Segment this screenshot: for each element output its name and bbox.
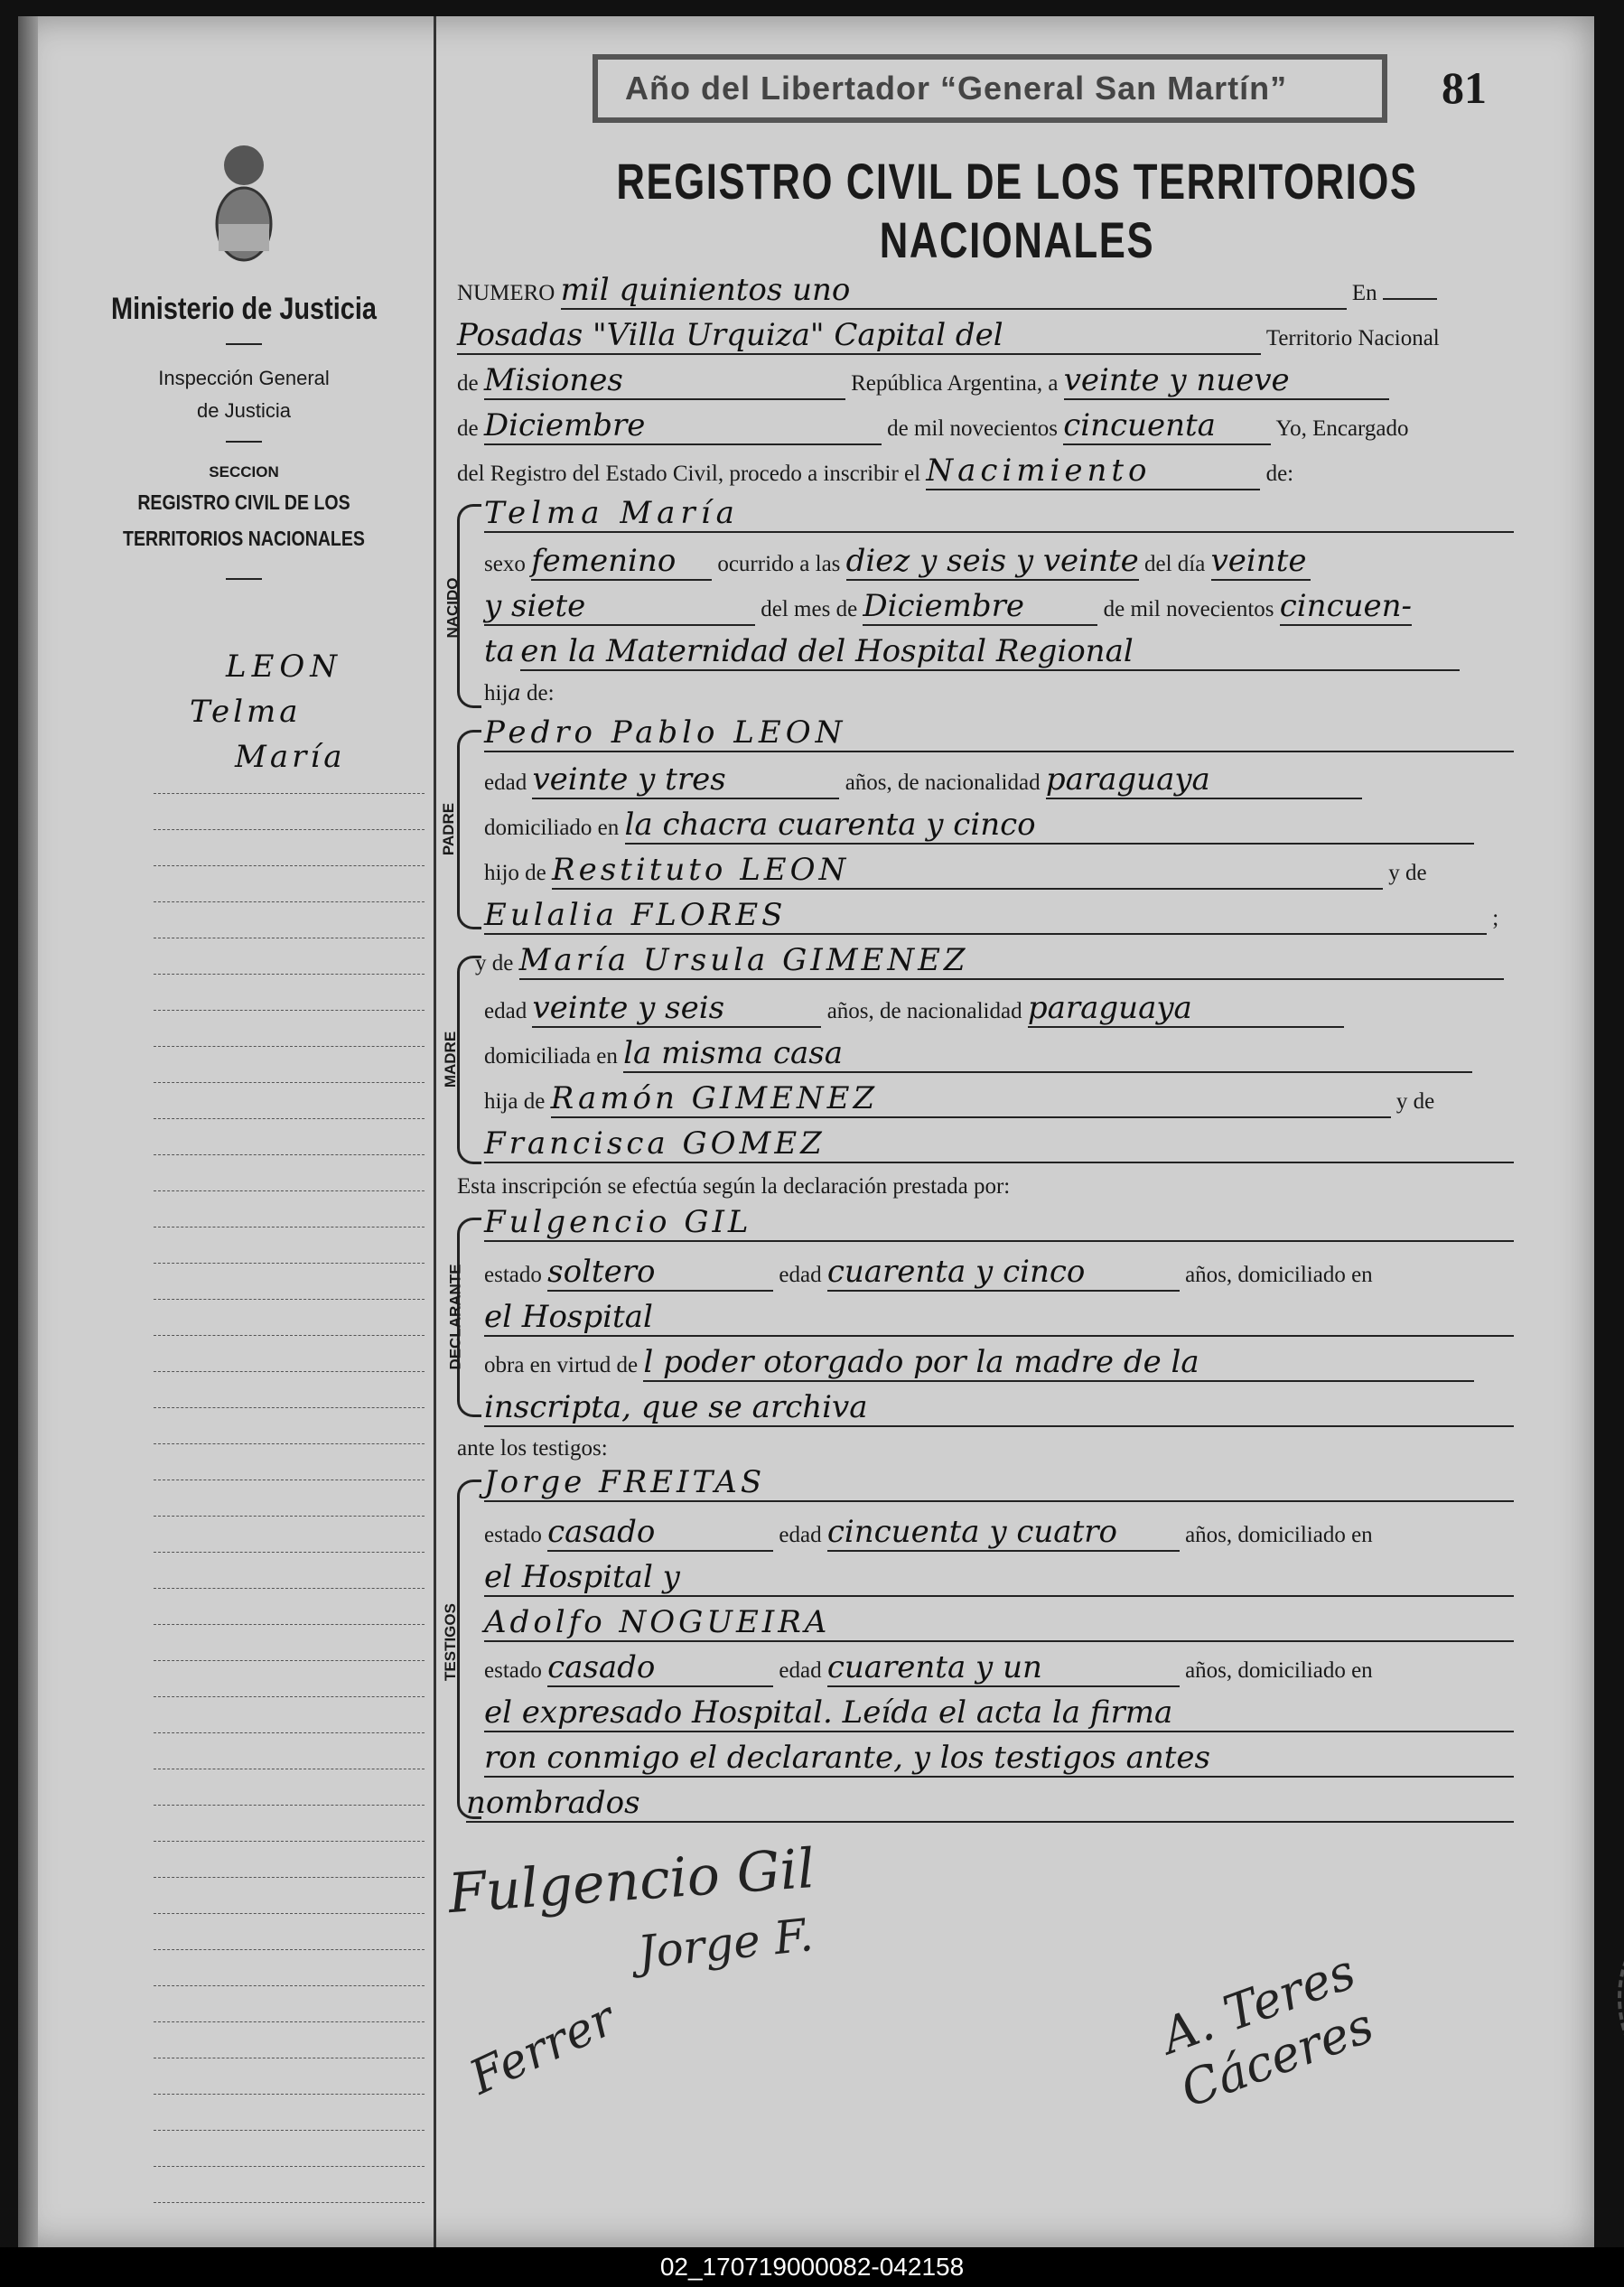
estado-label: estado — [484, 1523, 542, 1547]
margin-ruled-line — [154, 1010, 425, 1011]
mother-row — [475, 942, 1550, 980]
margin-ruled-line — [154, 1407, 425, 1408]
en-label: En — [1351, 281, 1377, 305]
margin-ruled-line — [154, 1371, 425, 1372]
page-title: REGISTRO CIVIL DE LOS TERRITORIOS NACIONALES — [616, 153, 1418, 268]
mother-mother-row — [484, 1125, 1559, 1163]
obra-value-a: l poder otorgado por la madre de la — [643, 1344, 1474, 1382]
margin-ruled-line — [154, 1805, 425, 1806]
margin-ruled-line — [154, 829, 425, 830]
blank — [1383, 298, 1437, 300]
anos-nac-label: años, de nacionalidad — [845, 770, 1041, 795]
witness1-row — [484, 1464, 1559, 1502]
place-row — [457, 317, 1532, 355]
margin-ruled-line — [154, 1046, 425, 1047]
hijo-de-label: hijo de — [484, 861, 546, 885]
testigos-intro: ante los testigos: — [457, 1436, 608, 1461]
margin-ruled-line — [154, 2166, 425, 2167]
declarant-name: Fulgencio GIL — [484, 1204, 1514, 1242]
main-form — [439, 16, 1559, 2247]
anos-dom-label: años, domiciliado en — [1185, 1658, 1373, 1683]
madre-label: MADRE — [442, 1031, 460, 1088]
hij-suffix: a — [508, 680, 521, 705]
hospital-row — [484, 633, 1559, 671]
mother-dom-row — [484, 1035, 1559, 1073]
act-value: Nacimiento — [926, 453, 1260, 490]
estado-label: estado — [484, 1658, 542, 1683]
divider — [226, 578, 262, 580]
territory-row — [457, 362, 1532, 400]
birth-date-row — [484, 588, 1559, 626]
folio-number: 81 — [1442, 62, 1487, 113]
father-nat: paraguaya — [1046, 761, 1362, 799]
margin-surname: LEON — [226, 649, 343, 685]
birth-year-a: cincuen- — [1279, 588, 1413, 624]
inscripcion-label: Esta inscripción se efectúa según la declaración prestada por: — [457, 1174, 1011, 1199]
closing-a: el expresado Hospital. Leída el acta la firma — [484, 1694, 1514, 1732]
declarant-age: cuarenta y cinco — [827, 1254, 1180, 1292]
declarant-state-row: estado soltero edad cuarenta y cinco años, domiciliado en — [484, 1254, 1373, 1290]
margin-ruled-line — [154, 793, 425, 794]
father-father: Restituto LEON — [552, 852, 1383, 890]
closing-c: nombrados — [466, 1785, 1514, 1823]
margin-ruled-line — [154, 1696, 425, 1697]
year-label: de mil novecientos — [887, 416, 1058, 441]
mother-parents-row — [484, 1080, 1559, 1118]
anos-nac-label: años, de nacionalidad — [826, 999, 1022, 1023]
numero-row — [457, 272, 1532, 310]
registry-line-2: TERRITORIOS NACIONALES — [123, 527, 365, 550]
hour-value: diez y seis y veinte — [845, 543, 1139, 579]
de-label: de: — [526, 681, 555, 705]
ocurrido-label: ocurrido a las — [717, 552, 841, 576]
edad-label: edad — [484, 770, 527, 795]
witness1-age: cincuenta y cuatro — [827, 1514, 1180, 1552]
padre-label: PADRE — [440, 802, 458, 856]
del-mes-label: del mes de — [761, 597, 858, 621]
y-de-label: y de — [1388, 861, 1427, 885]
declarant-signature: Fulgencio Gil — [446, 1836, 817, 1927]
margin-ruled-line — [154, 1263, 425, 1264]
mother-mother: Francisca GOMEZ — [484, 1125, 1514, 1163]
registro-label: del Registro del Estado Civil, procedo a inscribir el — [457, 462, 921, 486]
month-value: Diciembre — [484, 407, 882, 445]
sexo-label: sexo — [484, 552, 526, 576]
birth-year-b: ta — [484, 633, 515, 669]
sexo-value: femenino — [531, 543, 712, 581]
y-de-label: y de — [475, 951, 514, 975]
registrar-signature: A. Teres Cáceres — [1153, 1942, 1381, 2119]
witness2-state-row: estado casado edad cuarenta y un años, domiciliado en — [484, 1649, 1373, 1685]
closing-row-1 — [484, 1694, 1559, 1732]
numero-value: mil quinientos uno — [561, 272, 1347, 310]
en-la-value: en la Maternidad del Hospital Regional — [520, 633, 1460, 671]
declarant-row — [484, 1204, 1559, 1242]
mother-age: veinte y seis — [532, 990, 821, 1028]
de-mil-label: de mil novecientos — [1103, 597, 1274, 621]
father-age: veinte y tres — [532, 761, 839, 799]
domiciliado-label: domiciliado en — [484, 816, 620, 840]
margin-ruled-line — [154, 1552, 425, 1553]
divider — [226, 343, 262, 345]
margin-ruled-line — [154, 1227, 425, 1228]
margin-ruled-line — [154, 1660, 425, 1661]
closing-b: ron conmigo el declarante, y los testigos antes — [484, 1740, 1514, 1778]
witness2-name: Adolfo NOGUEIRA — [484, 1604, 1514, 1642]
birth-month: Diciembre — [863, 588, 1097, 626]
margin-ruled-line — [154, 1949, 425, 1950]
divider — [226, 441, 262, 443]
margin-ruled-line — [154, 1335, 425, 1336]
mother-dom: la misma casa — [623, 1035, 1472, 1073]
margin-ruled-line — [154, 974, 425, 975]
book-spine — [18, 16, 38, 2247]
child-row — [484, 495, 1532, 533]
witness1-dom: el Hospital y — [484, 1559, 1514, 1597]
semicolon: ; — [1492, 906, 1499, 930]
de-colon: de: — [1265, 462, 1294, 486]
de-label: de — [457, 416, 479, 441]
date-row — [457, 407, 1532, 445]
hij-row — [484, 680, 1559, 706]
register-page — [18, 16, 1594, 2247]
margin-ruled-line — [154, 2130, 425, 2131]
witness1-dom-row — [484, 1559, 1559, 1597]
territorio-label: Territorio Nacional — [1265, 326, 1440, 350]
margin-ruled-line — [154, 1985, 425, 1986]
margin-given-2: María — [235, 739, 346, 775]
margin-ruled-line — [154, 1299, 425, 1300]
witness1-signature: Jorge F. — [635, 1909, 816, 1979]
numero-label: NUMERO — [457, 281, 555, 305]
margin-ruled-line — [154, 1588, 425, 1589]
mother-name: María Ursula GIMENEZ — [519, 942, 1504, 980]
child-name: Telma María — [484, 495, 1514, 533]
father-age-row — [484, 761, 1559, 799]
declarant-dom: el Hospital — [484, 1299, 1514, 1337]
coat-of-arms-icon — [203, 138, 285, 274]
margin-ruled-line — [154, 1913, 425, 1914]
domiciliada-label: domiciliada en — [484, 1044, 618, 1069]
anos-dom-label: años, domiciliado en — [1185, 1523, 1373, 1547]
closing-row-3 — [466, 1785, 1541, 1823]
margin-ruled-line — [154, 1516, 425, 1517]
territory-value: Misiones — [484, 362, 845, 400]
declarant-dom-row — [484, 1299, 1559, 1337]
margin-column — [54, 16, 436, 2247]
testigos-label: TESTIGOS — [441, 1603, 459, 1681]
margin-ruled-line — [154, 1841, 425, 1842]
declarante-label: DECLARANTE — [446, 1264, 464, 1370]
margin-ruled-line — [154, 1877, 425, 1878]
testigos-intro-row — [457, 1436, 1532, 1461]
act-row — [457, 453, 1532, 490]
birth-day-b: y siete — [484, 588, 755, 626]
estado-label: estado — [484, 1263, 542, 1287]
witness2-state: casado — [547, 1649, 773, 1687]
place-value: Posadas "Villa Urquiza" Capital del — [457, 317, 1261, 355]
day-value: veinte y nueve — [1064, 362, 1389, 400]
image-id-footer: 02_170719000082-042158 — [0, 2247, 1624, 2287]
de-label: de — [457, 371, 479, 396]
father-row — [484, 714, 1559, 752]
margin-ruled-line — [154, 1443, 425, 1444]
mother-nat: paraguaya — [1028, 990, 1344, 1028]
margin-ruled-line — [154, 1732, 425, 1733]
margin-given-1: Telma — [190, 694, 302, 730]
margin-ruled-line — [154, 1190, 425, 1191]
year-stamp: Año del Libertador “General San Martín” — [593, 54, 1387, 123]
registry-line-1: REGISTRO CIVIL DE LOS — [137, 490, 350, 514]
obra-row — [484, 1344, 1559, 1382]
birth-day-a: veinte — [1211, 543, 1311, 581]
obra-value-b: inscripta, que se archiva — [484, 1389, 1514, 1427]
witness1-name: Jorge FREITAS — [484, 1464, 1514, 1502]
mother-age-row — [484, 990, 1559, 1028]
witness1-state: casado — [547, 1514, 773, 1552]
del-dia-label: del día — [1144, 552, 1206, 576]
mother-father: Ramón GIMENEZ — [551, 1080, 1391, 1118]
edad-label: edad — [484, 999, 527, 1023]
madre-brace — [457, 956, 481, 1164]
y-de-label: y de — [1395, 1089, 1435, 1114]
padre-brace — [457, 730, 481, 929]
republica-label: República Argentina, a — [851, 371, 1059, 396]
margin-ruled-line — [154, 2094, 425, 2095]
father-name: Pedro Pablo LEON — [484, 714, 1514, 752]
obra-label: obra en virtud de — [484, 1353, 639, 1377]
witness1-state-row: estado casado edad cincuenta y cuatro años, domiciliado en — [484, 1514, 1373, 1550]
father-mother: Eulalia FLORES — [484, 897, 1487, 935]
father-parents-row — [484, 852, 1559, 890]
closing-row-2 — [484, 1740, 1559, 1778]
testigos-brace — [457, 1480, 481, 1819]
margin-ruled-line — [154, 901, 425, 902]
witness2-signature: Ferrer — [462, 1992, 624, 2105]
margin-ruled-line — [154, 2202, 425, 2203]
margin-ruled-line — [154, 2021, 425, 2022]
margin-ruled-line — [154, 1624, 425, 1625]
margin-ruled-line — [154, 1154, 425, 1155]
margin-ruled-line — [154, 1082, 425, 1083]
obra-row-2 — [484, 1389, 1559, 1427]
inscripcion-row — [457, 1174, 1532, 1200]
year-value: cincuenta — [1063, 407, 1271, 445]
father-dom: la chacra cuarenta y cinco — [625, 807, 1474, 845]
margin-ruled-line — [154, 1118, 425, 1119]
margin-ruled-line — [154, 865, 425, 866]
inspection-line-1: Inspección General — [158, 367, 330, 389]
ministry-title: Ministerio de Justicia — [111, 292, 377, 326]
nacido-label: NACIDO — [443, 577, 462, 639]
witness2-row — [484, 1604, 1559, 1642]
witness2-age: cuarenta y un — [827, 1649, 1180, 1687]
sexo-row — [484, 543, 1559, 581]
anos-dom-label: años, domiciliado en — [1185, 1263, 1373, 1287]
hija-de-label: hija de — [484, 1089, 546, 1114]
declarant-state: soltero — [547, 1254, 773, 1292]
yo-label: Yo, Encargado — [1275, 416, 1409, 441]
inspection-line-2: de Justicia — [197, 399, 291, 422]
official-seal-icon — [1618, 1886, 1624, 2110]
hij-label: hij — [484, 681, 509, 705]
section-label: SECCION — [209, 463, 279, 481]
father-mother-row — [484, 897, 1559, 935]
father-dom-row — [484, 807, 1559, 845]
